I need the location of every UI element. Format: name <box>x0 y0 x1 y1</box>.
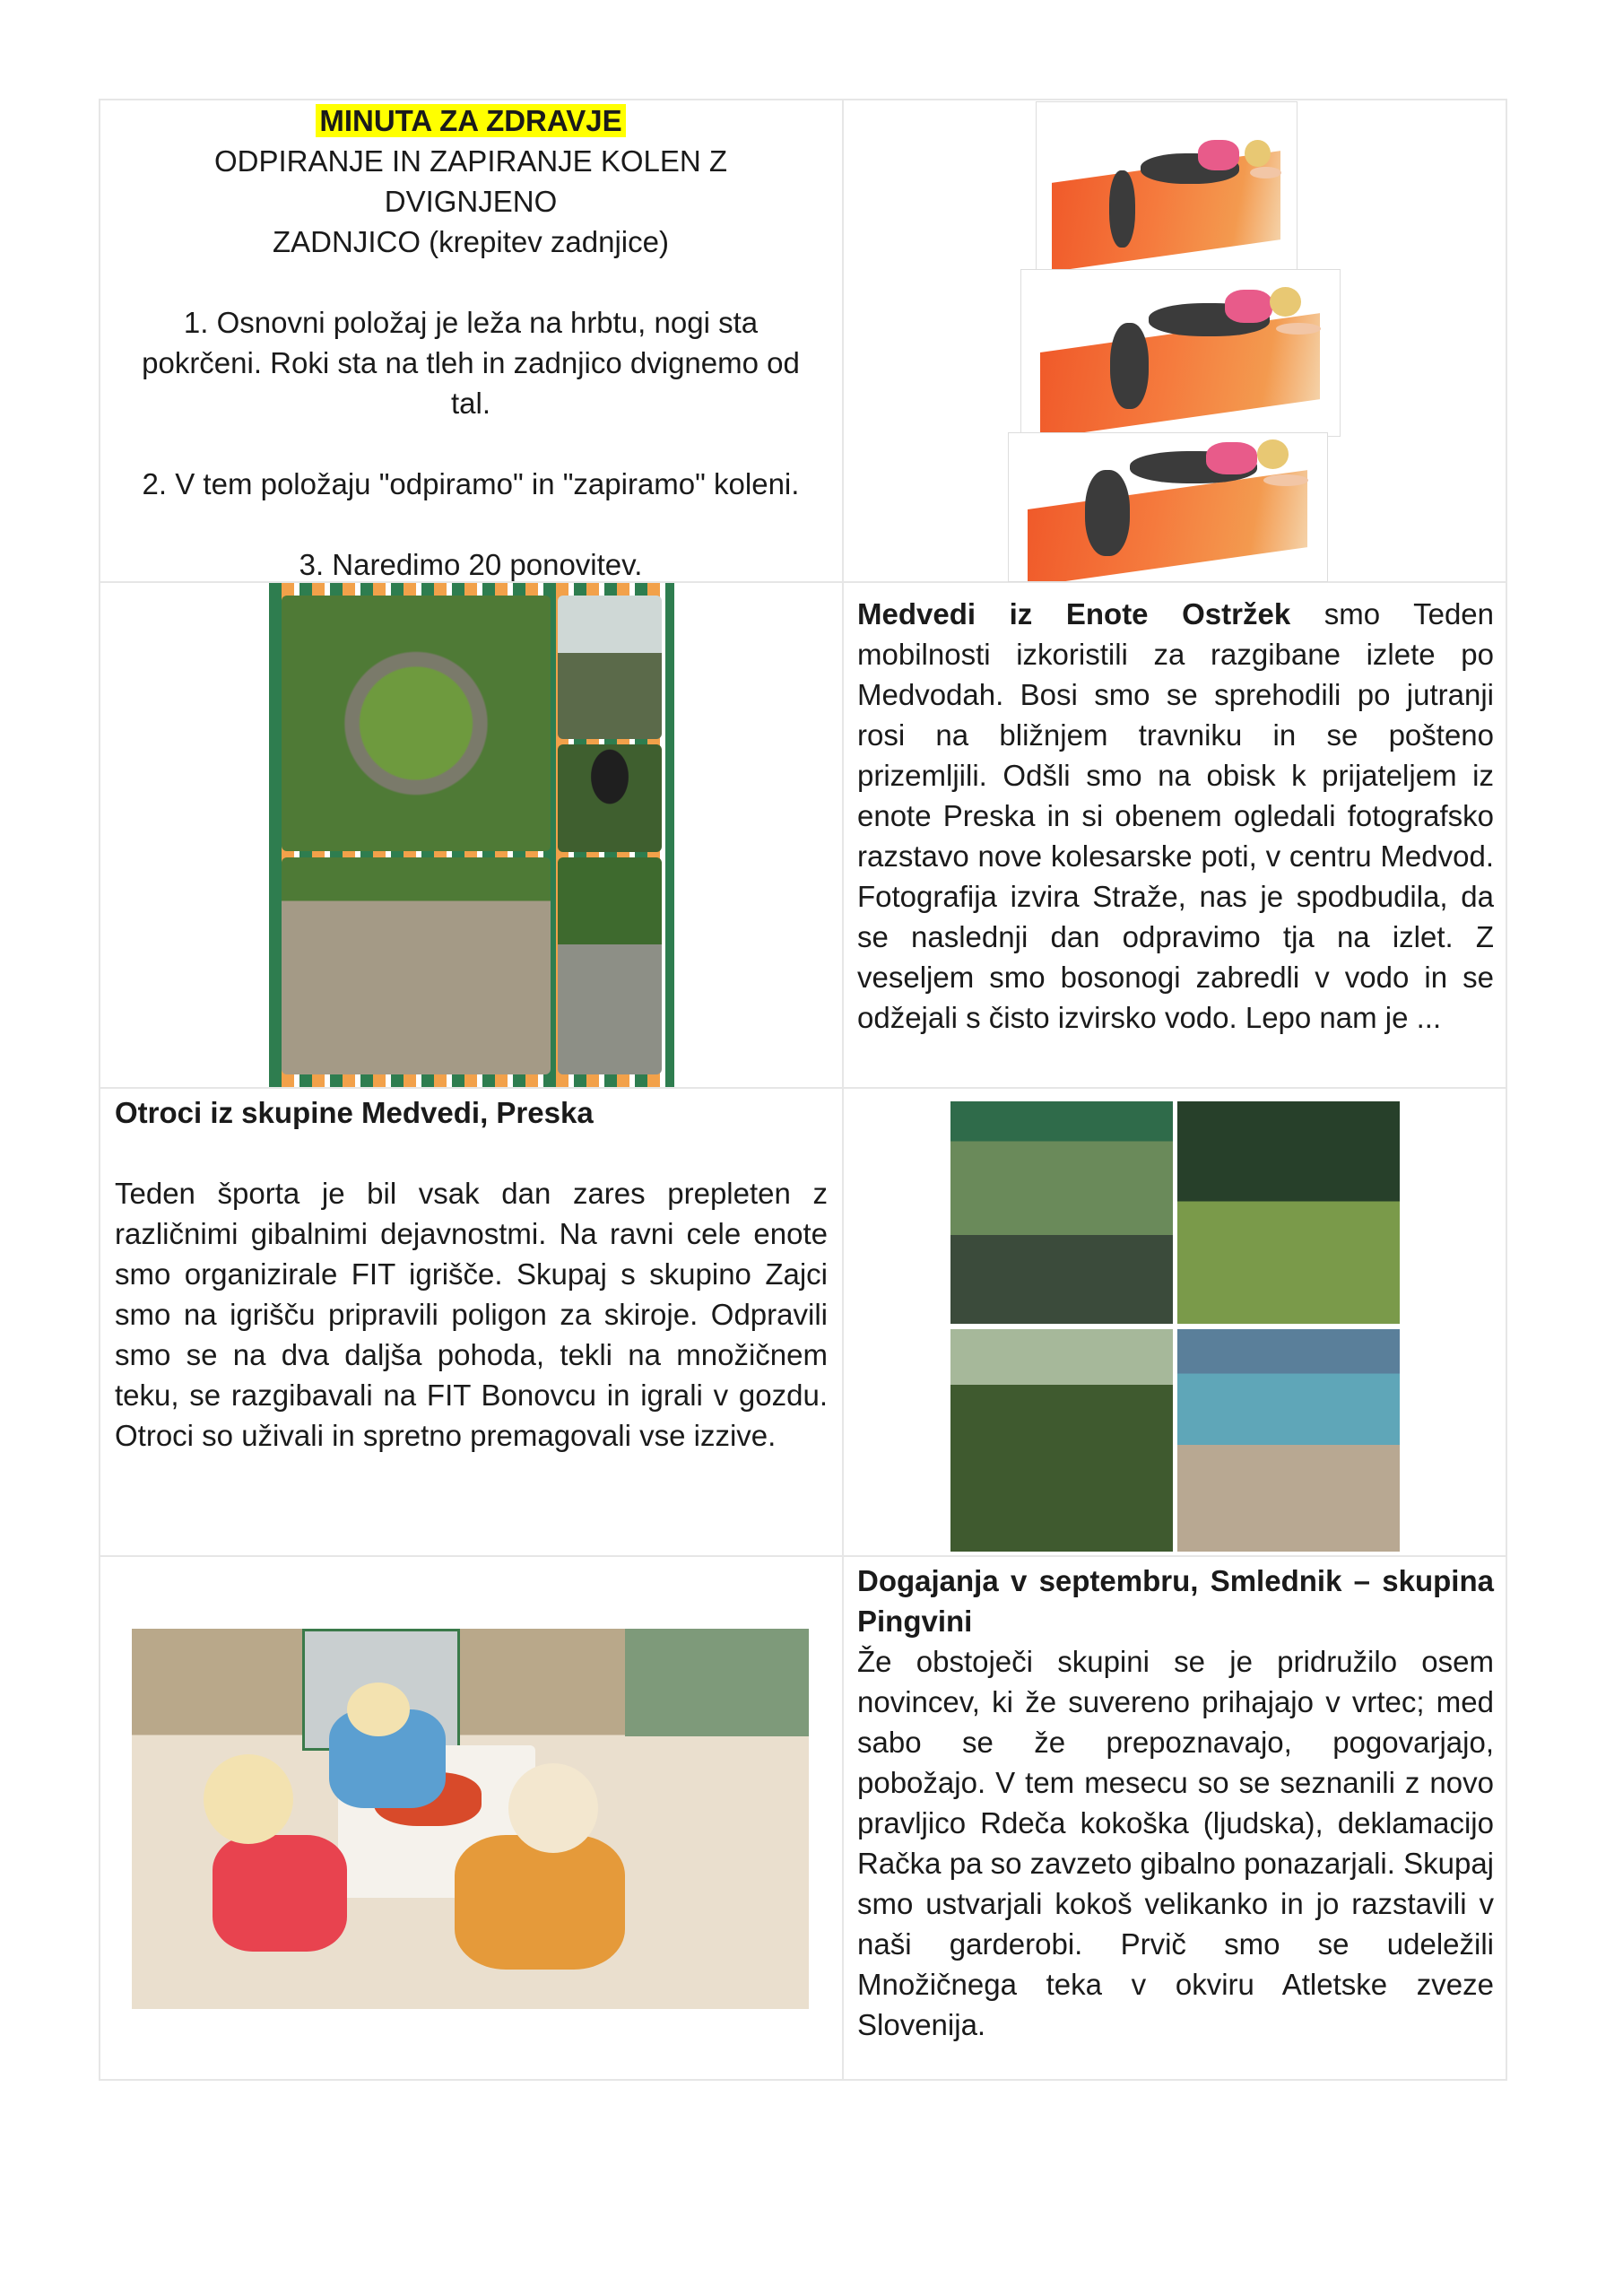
fit-playground-photo-1 <box>950 1101 1173 1324</box>
medvedi-ostrzek-text <box>857 594 1494 1038</box>
exercise-subtitle-line-1: ODPIRANJE IN ZAPIRANJE KOLEN Z DVIGNJENO <box>213 144 728 218</box>
exercise-step-2: 2. V tem položaju "odpiramo" in "zapiramo" koleni. <box>142 467 800 500</box>
pingvini-text <box>857 1561 1494 2045</box>
kindergarten-yard-photo <box>1177 1329 1400 1552</box>
exercise-subtitle-line-2: ZADNJICO (krepitev zadnjice) <box>273 225 669 258</box>
tunnel-photo <box>558 744 662 852</box>
exercise-photo-2 <box>1020 269 1341 437</box>
classroom-painting-photo <box>132 1629 809 2009</box>
group-photo <box>558 596 662 739</box>
spring-photo <box>558 857 662 1074</box>
medvedi-preska-text <box>115 1092 828 1456</box>
medvedi-ostrzek-heading: Medvedi iz Enote Ostržek <box>857 597 1291 631</box>
fit-playground-photo-2 <box>1177 1101 1400 1324</box>
table-row-divider-2 <box>99 1087 1507 1089</box>
exercise-step-1-line-2: pokrčeni. Roki sta na tleh in zadnjico dvignemo od <box>142 346 800 379</box>
exercise-instructions <box>126 100 816 585</box>
shoes-circle-photo <box>282 596 551 851</box>
exercise-title: MINUTA ZA ZDRAVJE <box>316 104 625 137</box>
table-row-divider-3 <box>99 1555 1507 1557</box>
stream-children-photo <box>282 857 551 1074</box>
forest-photo <box>950 1329 1173 1552</box>
exercise-step-1-line-3: tal. <box>450 387 491 420</box>
exercise-photo-1 <box>1036 101 1298 274</box>
pingvini-heading: Dogajanja v septembru, Smlednik – skupina Pingvini <box>857 1564 1494 1638</box>
table-column-divider <box>842 99 844 2081</box>
hike-collage-photo <box>269 583 674 1087</box>
pingvini-body: Že obstoječi skupini se je pridružilo osem novincev, ki že suvereno prihajajo v vrtec; med sabo se že prepoznavajo, pogovarjajo, pobožajo. V tem mesecu so se seznanili z novo pravljico Rdeča kokoška (ljudska), deklamacijo Račka pa so zavzeto gibalno ponazarjali. Skupaj smo ustvarjali kokoš velikanko in jo razstavili v naši garderobi. Prvič smo se udeležili Množičnega teka v okviru Atletske zveze Slovenija. <box>857 1645 1494 2041</box>
medvedi-preska-heading: Otroci iz skupine Medvedi, Preska <box>115 1096 594 1129</box>
exercise-photo-3 <box>1008 432 1328 582</box>
exercise-step-3: 3. Naredimo 20 ponovitev. <box>299 548 643 581</box>
medvedi-preska-body: Teden športa je bil vsak dan zares prepleten z različnimi gibalnimi dejavnostmi. Na ravni cele enote smo organizirale FIT igrišče. Skupaj s skupino Zajci smo na igrišču pripravili poligon za skiroje. Odpravili smo se na dva daljša pohoda, tekli na množičnem teku, se razgibavali na FIT Bonovcu in igrali v gozdu. Otroci so uživali in spretno premagovali vse izzive. <box>115 1177 828 1452</box>
exercise-step-1-line-1: 1. Osnovni položaj je leža na hrbtu, nogi sta <box>183 306 759 339</box>
medvedi-ostrzek-body: smo Teden mobilnosti izkoristili za razgibane izlete po Medvodah. Bosi smo se sprehodili po jutranji rosi na bližnjem travniku in se pošteno prizemljili. Odšli smo na obisk k prijateljem iz enote Preska in si obenem ogledali fotografsko razstavo nove kolesarske poti, v centru Medvod. Fotografija izvira Straže, nas je spodbudila, da se naslednji dan odpravimo tja na izlet. Z veseljem smo bosonogi zabredli v vodo in se odžejali s čisto izvirsko vodo. Lepo nam je ... <box>857 597 1495 1034</box>
